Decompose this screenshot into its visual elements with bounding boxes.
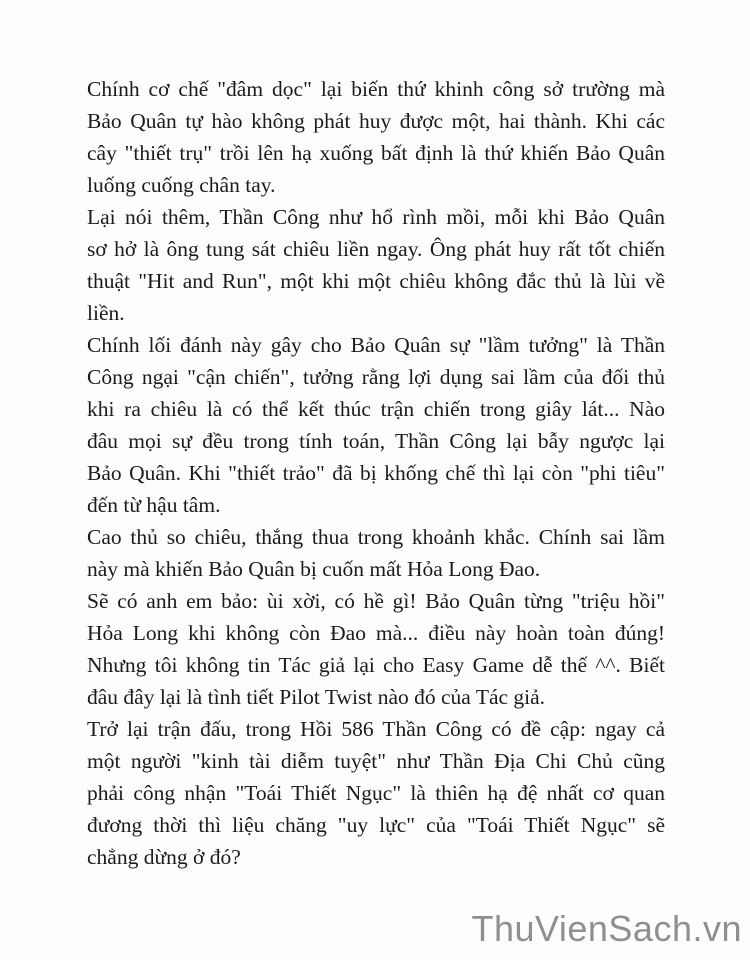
- text-line: Hỏa Long khi không còn Đao mà... điều này hoàn toàn đúng!: [87, 621, 665, 645]
- text-line: đâu đây lại là tình tiết Pilot Twist nào đó của Tác giả.: [87, 685, 546, 709]
- text-line: Lại nói thêm, Thần Công như hổ rình mồi, mỗi khi Bảo Quân: [87, 205, 665, 229]
- text-line: một người "kinh tài diễm tuyệt" như Thần Địa Chi Chủ cũng: [87, 749, 665, 773]
- text-line: đến từ hậu tâm.: [87, 493, 221, 517]
- text-line: này mà khiến Bảo Quân bị cuốn mất Hỏa Long Đao.: [87, 557, 541, 581]
- text-line: thuật "Hit and Run", một khi một chiêu không đắc thủ là lùi về: [87, 269, 665, 293]
- text-line: Trở lại trận đấu, trong Hồi 586 Thần Công có đề cập: ngay cả: [87, 717, 665, 741]
- text-line: Bảo Quân tự hào không phát huy được một, hai thành. Khi các: [87, 109, 665, 133]
- text-line: chẳng dừng ở đó?: [87, 845, 241, 869]
- text-line: luống cuống chân tay.: [87, 173, 276, 197]
- text-line: Cao thủ so chiêu, thắng thua trong khoảnh khắc. Chính sai lầm: [87, 525, 665, 549]
- text-line: khi ra chiêu là có thể kết thúc trận chiến trong giây lát... Nào: [87, 397, 665, 421]
- text-line: Sẽ có anh em bảo: ùi xời, có hề gì! Bảo Quân từng "triệu hồi": [87, 589, 665, 613]
- text-line: phải công nhận "Toái Thiết Ngục" là thiên hạ đệ nhất cơ quan: [87, 781, 665, 805]
- text-line: Chính lối đánh này gây cho Bảo Quân sự "lầm tưởng" là Thần: [87, 333, 665, 357]
- text-line: đương thời thì liệu chăng "uy lực" của "Toái Thiết Ngục" sẽ: [87, 813, 665, 837]
- watermark: ThuVienSach.vn: [471, 908, 742, 949]
- text-line: Công ngại "cận chiến", tưởng rằng lợi dụng sai lầm của đối thủ: [87, 365, 665, 389]
- text-line: Bảo Quân. Khi "thiết trảo" đã bị khống chế thì lại còn "phi tiêu": [87, 461, 665, 485]
- text-line: đâu mọi sự đều trong tính toán, Thần Công lại bẫy ngược lại: [87, 429, 665, 453]
- text-line: Nhưng tôi không tin Tác giả lại cho Easy Game dễ thế ^^. Biết: [87, 653, 665, 677]
- text-line: Chính cơ chế "đâm dọc" lại biến thứ khinh công sở trường mà: [87, 77, 665, 101]
- text-line: liền.: [87, 301, 125, 325]
- text-line: cây "thiết trụ" trồi lên hạ xuống bất định là thứ khiến Bảo Quân: [87, 141, 665, 165]
- text-line: sơ hở là ông tung sát chiêu liền ngay. Ông phát huy rất tốt chiến: [87, 237, 665, 261]
- text-block: [87, 73, 665, 873]
